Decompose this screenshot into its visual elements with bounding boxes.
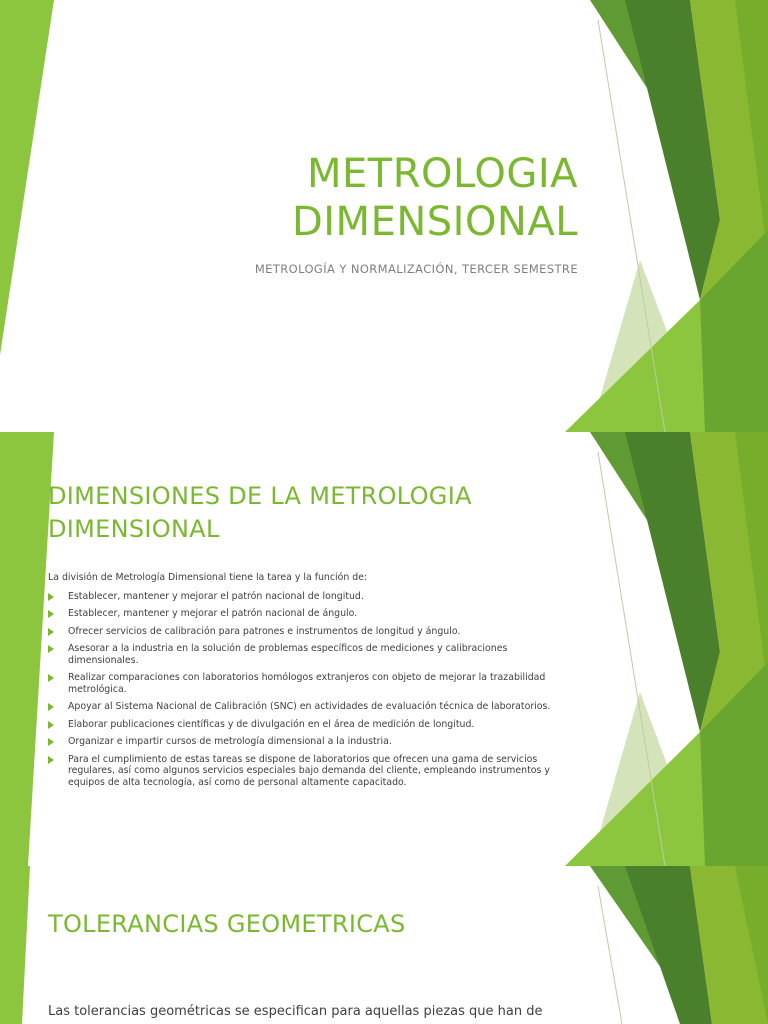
list-item bbox=[48, 643, 580, 666]
list-item-text: Establecer, mantener y mejorar el patrón nacional de ángulo. bbox=[68, 608, 358, 619]
left-shard bbox=[0, 866, 30, 1024]
list-item-text: Establecer, mantener y mejorar el patrón nacional de longitud. bbox=[68, 590, 364, 602]
slide-subtitle: METROLOGÍA Y NORMALIZACIÓN, TERCER SEMESTRE bbox=[254, 262, 578, 276]
bullet-arrow-icon bbox=[48, 610, 54, 618]
bullet-arrow-icon bbox=[48, 674, 54, 682]
slide-heading: TOLERANCIAS GEOMETRICAS bbox=[48, 910, 406, 938]
bullet-arrow-icon bbox=[48, 645, 54, 653]
intro-text: La división de Metrología Dimensional tiene la tarea y la función de: bbox=[48, 572, 368, 583]
list-item-text: Apoyar al Sistema Nacional de Calibración (SNC) en actividades de evaluación técnica de laboratorios. bbox=[68, 701, 551, 712]
list-item-text: Organizar e impartir cursos de metrología dimensional a la industria. bbox=[68, 736, 392, 747]
title-line: DIMENSIONES DE LA METROLOGIA bbox=[48, 482, 472, 510]
title-line: DIMENSIONAL bbox=[48, 515, 220, 543]
slide-title bbox=[0, 0, 768, 432]
left-shard bbox=[0, 432, 54, 866]
list-item bbox=[48, 701, 580, 713]
list-item bbox=[48, 626, 580, 638]
slide-heading bbox=[48, 480, 472, 546]
slide-decoration bbox=[0, 866, 768, 1024]
bullet-arrow-icon bbox=[48, 703, 54, 711]
bullet-arrow-icon bbox=[48, 738, 54, 746]
list-item bbox=[48, 754, 580, 789]
slide-title-heading bbox=[158, 150, 578, 246]
list-item-text: Realizar comparaciones con laboratorios homólogos extranjeros con objeto de mejorar la trazabilidad metrológica. bbox=[68, 672, 546, 695]
title-line: DIMENSIONAL bbox=[291, 199, 578, 245]
list-item bbox=[48, 608, 580, 620]
left-shard bbox=[0, 0, 54, 355]
bullet-arrow-icon bbox=[48, 628, 54, 636]
slide-body bbox=[48, 572, 580, 794]
bullet-arrow-icon bbox=[48, 756, 54, 764]
title-line: METROLOGIA bbox=[307, 151, 578, 197]
bullet-arrow-icon bbox=[48, 593, 54, 601]
list-item-text: Ofrecer servicios de calibración para patrones e instrumentos de longitud y ángulo. bbox=[68, 625, 461, 637]
list-item bbox=[48, 736, 580, 748]
bullet-arrow-icon bbox=[48, 721, 54, 729]
list-item bbox=[48, 591, 580, 603]
list-item-text: Para el cumplimiento de estas tareas se dispone de laboratorios que ofrecen una gama de servicios regulares, así como algunos servicios especiales bajo demanda del cliente, empleando instrumentos y equipos de alta tecnología, así como de personal altamente capacitado. bbox=[68, 753, 550, 788]
slide-body: Las tolerancias geométricas se especifican para aquellas piezas que han de bbox=[48, 1004, 543, 1019]
list-item-text: Elaborar publicaciones científicas y de divulgación en el área de medición de longitud. bbox=[68, 718, 475, 730]
list-item bbox=[48, 672, 580, 695]
list-item-text: Asesorar a la industria en la solución de problemas específicos de mediciones y calibraciones dimensionales. bbox=[68, 643, 508, 666]
list-item bbox=[48, 719, 580, 731]
slide-tolerancias bbox=[0, 866, 768, 1024]
slide-dimensiones bbox=[0, 432, 768, 866]
